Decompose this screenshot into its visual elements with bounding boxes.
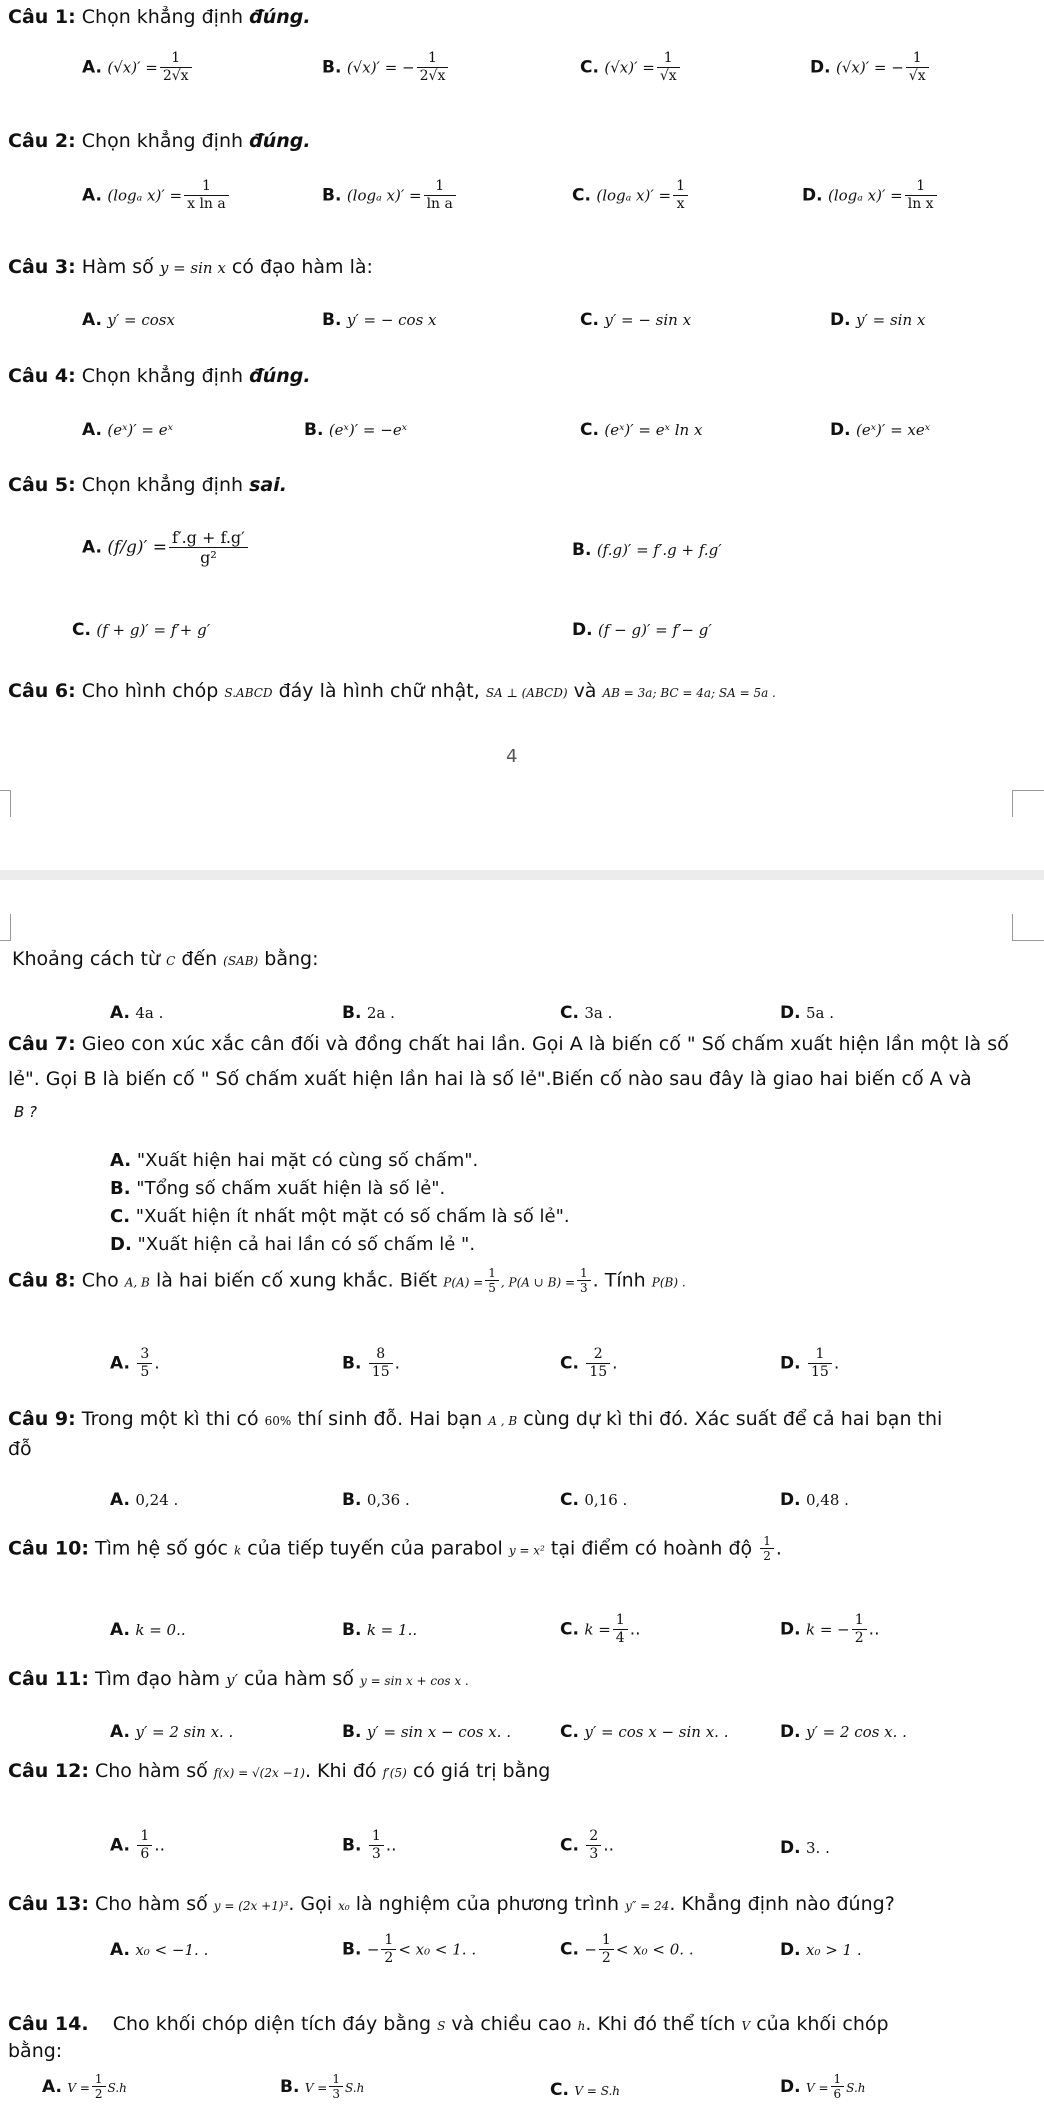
q7-option-b[interactable]: B. "Tổng số chấm xuất hiện là số lẻ". (110, 1178, 446, 1199)
q8-option-d[interactable]: D. $\frac{1}{15}$ . (780, 1346, 840, 1380)
question-14-line-2: bằng: (8, 2040, 63, 2062)
q2-option-c[interactable]: C. (logₐ x)′ = $\frac{1}{x}$ (572, 178, 690, 213)
question-4: Câu 4: Chọn khẳng định đúng. (8, 365, 311, 387)
question-5: Câu 5: Chọn khẳng định sai. (8, 474, 287, 496)
q2-option-a[interactable]: A. (logₐ x)′ = $\frac{1}{\text{x ln a}}$ (82, 178, 231, 213)
q1-option-c[interactable]: C. (√x)′ = $\frac{1}{√x}$ (580, 50, 682, 85)
q13-option-b[interactable]: B. − $\frac{1}{2}$ < x₀ < 1. . (342, 1932, 477, 1966)
q10-option-c[interactable]: C. k = $\frac{1}{4}$ .. (560, 1612, 641, 1646)
q3-option-b[interactable]: B. y′ = − cos x (322, 310, 437, 330)
question-2: Câu 2: Chọn khẳng định đúng. (8, 130, 311, 152)
q4-option-c[interactable]: C. (eˣ)′ = eˣ ln x (580, 420, 703, 440)
q5-option-b[interactable]: B. (f.g)′ = f′.g + f.g′ (572, 540, 722, 560)
q8-option-b[interactable]: B. $\frac{8}{15}$ . (342, 1346, 401, 1380)
q7-option-d[interactable]: D. "Xuất hiện cả hai lần có số chấm lẻ ". (110, 1234, 476, 1255)
q13-option-a[interactable]: A. x₀ < −1. . (110, 1940, 209, 1960)
question-3: Câu 3: Hàm số y = sin x có đạo hàm là: (8, 256, 373, 278)
question-12: Câu 12: Cho hàm số f(x) = √(2x −1). Khi đó f′(5) có giá trị bằng (8, 1760, 551, 1782)
q9-option-d[interactable]: D. 0,48 . (780, 1490, 849, 1510)
page-break (0, 870, 1044, 880)
q4-option-d[interactable]: D. (eˣ)′ = xeˣ (830, 420, 931, 440)
q3-option-d[interactable]: D. y′ = sin x (830, 310, 926, 330)
q1-option-d[interactable]: D. (√x)′ = − $\frac{1}{√x}$ (810, 50, 931, 85)
q11-option-a[interactable]: A. y′ = 2 sin x. . (110, 1722, 234, 1742)
q2-option-d[interactable]: D. (logₐ x)′ = $\frac{1}{\text{ln x}}$ (802, 178, 939, 213)
q13-option-c[interactable]: C. − $\frac{1}{2}$ < x₀ < 0. . (560, 1932, 694, 1966)
q14-option-b[interactable]: B. V = $\frac{1}{3}$ S.h (280, 2072, 365, 2102)
q6-option-b[interactable]: B. 2a . (342, 1003, 395, 1023)
q14-option-d[interactable]: D. V = $\frac{1}{6}$ S.h (780, 2072, 866, 2102)
q12-option-d[interactable]: D. 3. . (780, 1838, 830, 1858)
question-7-line-2: lẻ". Gọi B là biến cố " Số chấm xuất hiện lần hai là số lẻ".Biến cố nào sau đây là giao hai biến cố A và (8, 1068, 972, 1090)
question-8: Câu 8: Cho A, B là hai biến cố xung khắc. Biết P(A) = $\frac{1}{5}$ , P(A ∪ B) = $\frac{1}{3}$ . Tính P(B) . (8, 1266, 686, 1296)
q10-option-a[interactable]: A. k = 0.. (110, 1620, 186, 1640)
question-9-line-2: đỗ (8, 1438, 32, 1460)
q5-option-a[interactable]: A. (f/g)′ = $\frac{f'.g + f.g'}{\text{g²}}$ (82, 528, 250, 567)
q14-option-c[interactable]: C. V = S.h (550, 2080, 621, 2100)
q4-option-a[interactable]: A. (eˣ)′ = eˣ (82, 420, 173, 440)
q7-option-a[interactable]: A. "Xuất hiện hai mặt có cùng số chấm". (110, 1150, 479, 1171)
q10-option-d[interactable]: D. k = − $\frac{1}{2}$ .. (780, 1612, 880, 1646)
q3-option-c[interactable]: C. y′ = − sin x (580, 310, 692, 330)
q11-option-d[interactable]: D. y′ = 2 cos x. . (780, 1722, 907, 1742)
q12-option-a[interactable]: A. $\frac{1}{6}$ .. (110, 1828, 166, 1862)
q1-option-b[interactable]: B. (√x)′ = − $\frac{1}{2√x}$ (322, 50, 450, 85)
q12-option-c[interactable]: C. $\frac{2}{3}$ .. (560, 1828, 615, 1862)
question-14: Câu 14. Cho khối chóp diện tích đáy bằng S và chiều cao h. Khi đó thể tích V của khối chóp (8, 2013, 889, 2035)
question-7-line-3: B ? (14, 1103, 38, 1121)
question-1: Câu 1: Chọn khẳng định đúng. (8, 6, 311, 28)
q4-option-b[interactable]: B. (eˣ)′ = −eˣ (304, 420, 408, 440)
question-6-continued: Khoảng cách từ C đến (SAB) bằng: (12, 948, 319, 970)
q6-option-c[interactable]: C. 3a . (560, 1003, 613, 1023)
q9-option-b[interactable]: B. 0,36 . (342, 1490, 410, 1510)
page-corner-mark (1012, 790, 1044, 817)
q8-option-c[interactable]: C. $\frac{2}{15}$ . (560, 1346, 618, 1380)
page-corner-mark (1012, 914, 1044, 941)
q7-option-c[interactable]: C. "Xuất hiện ít nhất một mặt có số chấm là số lẻ". (110, 1206, 570, 1227)
question-9: Câu 9: Trong một kì thi có 60% thí sinh đỗ. Hai bạn A , B cùng dự kì thi đó. Xác suất để cả hai bạn thi (8, 1408, 943, 1430)
question-label: Câu 1: (8, 6, 76, 28)
q11-option-b[interactable]: B. y′ = sin x − cos x. . (342, 1722, 511, 1742)
question-7: Câu 7: Gieo con xúc xắc cân đối và đồng chất hai lần. Gọi A là biến cố " Số chấm xuất hiện lần một là số (8, 1033, 1009, 1055)
question-11: Câu 11: Tìm đạo hàm y′ của hàm số y = sin x + cos x . (8, 1668, 469, 1690)
q6-option-d[interactable]: D. 5a . (780, 1003, 835, 1023)
page-corner-mark (0, 790, 11, 817)
q8-option-a[interactable]: A. $\frac{3}{5}$ . (110, 1346, 160, 1380)
q5-option-c[interactable]: C. (f + g)′ = f′+ g′ (72, 620, 211, 640)
q9-option-a[interactable]: A. 0,24 . (110, 1490, 179, 1510)
q13-option-d[interactable]: D. x₀ > 1 . (780, 1940, 862, 1960)
question-6: Câu 6: Cho hình chóp S.ABCD đáy là hình chữ nhật, SA ⊥ (ABCD) và AB = 3a; BC = 4a; SA = 5a . (8, 680, 776, 702)
page-corner-mark (0, 914, 11, 941)
q3-option-a[interactable]: A. y′ = cosx (82, 310, 175, 330)
question-13: Câu 13: Cho hàm số y = (2x +1)³. Gọi x₀ là nghiệm của phương trình y″ = 24. Khẳng định nào đúng? (8, 1893, 895, 1915)
q1-option-a[interactable]: A. (√x)′ = $\frac{1}{2√x}$ (82, 50, 194, 85)
q2-option-b[interactable]: B. (logₐ x)′ = $\frac{1}{\text{ln a}}$ (322, 178, 458, 213)
q10-option-b[interactable]: B. k = 1.. (342, 1620, 418, 1640)
q14-option-a[interactable]: A. V = $\frac{1}{2}$ S.h (42, 2072, 127, 2102)
q12-option-b[interactable]: B. $\frac{1}{3}$ .. (342, 1828, 397, 1862)
q5-option-d[interactable]: D. (f − g)′ = f′− g′ (572, 620, 712, 640)
q6-option-a[interactable]: A. 4a . (110, 1003, 164, 1023)
q9-option-c[interactable]: C. 0,16 . (560, 1490, 628, 1510)
page-number: 4 (506, 746, 518, 767)
question-10: Câu 10: Tìm hệ số góc k của tiếp tuyến của parabol y = x² tại điểm có hoành độ $\frac{1}{2}$ . (8, 1534, 782, 1564)
q11-option-c[interactable]: C. y′ = cos x − sin x. . (560, 1722, 729, 1742)
